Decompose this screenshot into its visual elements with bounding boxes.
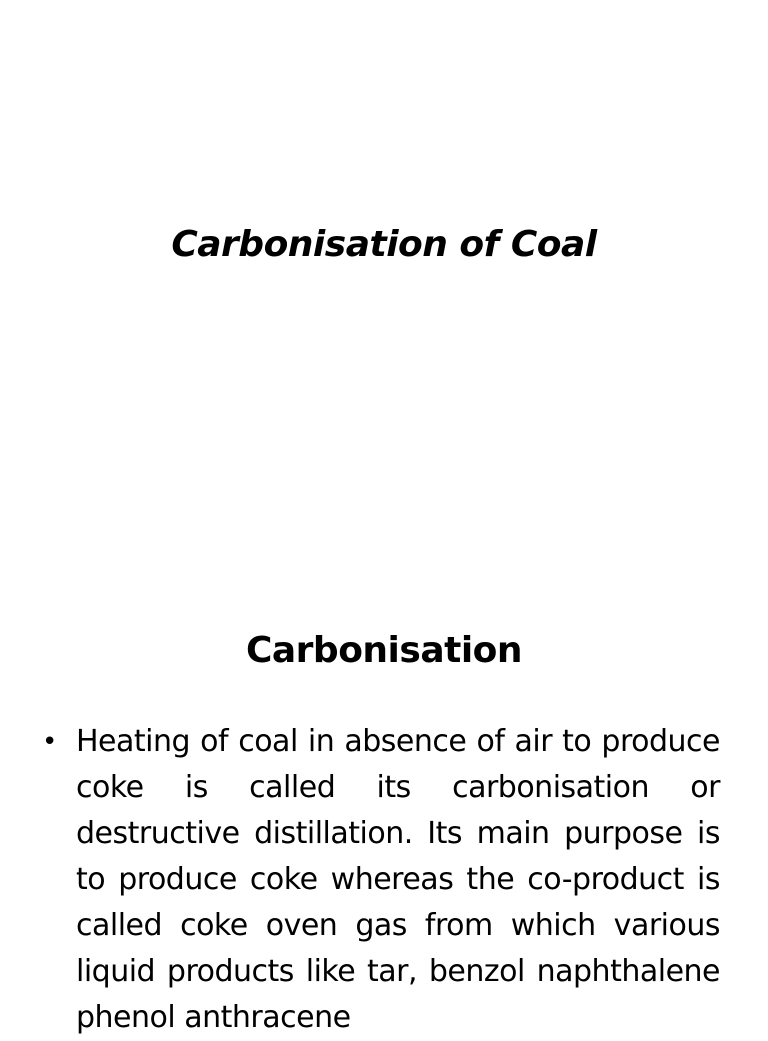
bullet-list [40, 719, 720, 1041]
bullet-item [40, 719, 720, 1041]
bullet-dot-icon: • [42, 727, 58, 757]
content-slide-heading: Carbonisation [245, 630, 523, 671]
content-slide [0, 576, 768, 1035]
bullet-text: Heating of coal in absence of air to produce coke is called its carbonisation or destructive distillation. Its main purpose is to produce coke whereas the co-product is called coke oven gas from which various liquid products like tar, benzol naphthalene phenol anthracene [76, 724, 720, 1035]
title-slide-heading: Carbonisation of Coal [171, 224, 597, 265]
